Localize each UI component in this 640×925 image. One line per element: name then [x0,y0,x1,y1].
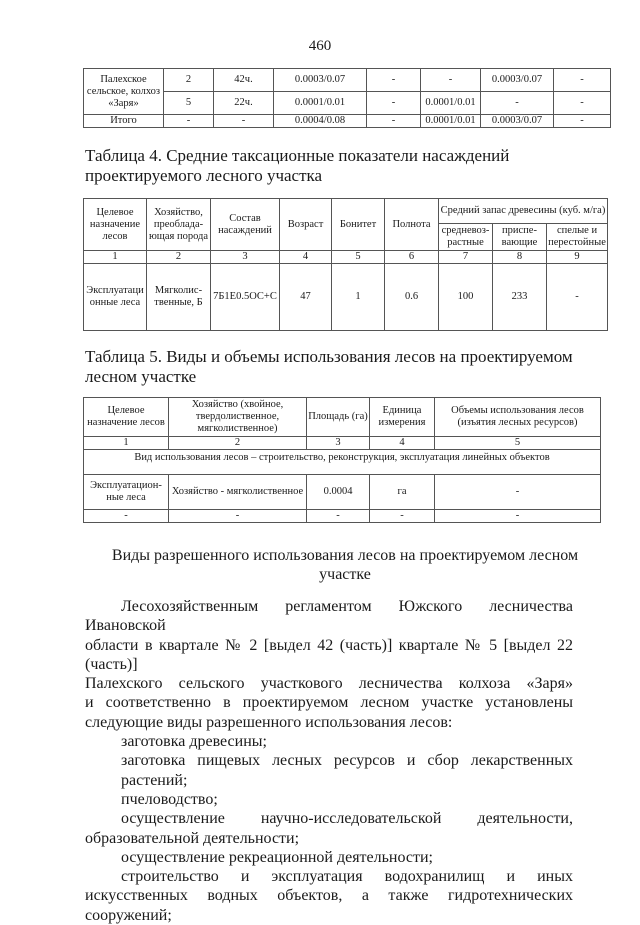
header-purpose: Целевое назначение лесов [84,398,169,437]
total-label: Итого [84,115,164,128]
column-number: 1 [84,251,147,264]
header-density: Полнота [385,199,439,251]
section-heading: Виды разрешенного использования лесов на проектируемом лесном участке [111,547,579,583]
header-purpose: Целевое назначение лесов [84,199,147,251]
table-row [84,264,608,331]
value-cell: - [367,69,421,92]
intro-line: Лесохозяйственным регламентом Южского лесничества Ивановской [85,598,573,635]
header-composition: Состав насаждений [211,199,280,251]
value-cell: - [554,115,611,128]
section-row-label: Вид использования лесов – строительство, реконструкция, эксплуатация линейных объектов [84,450,601,475]
header-farm: Хозяйство, преоблада-ющая порода [147,199,211,251]
intro-line: области в квартале № 2 [выдел 42 (часть)] квартале № 5 [выдел 22 (часть)] [85,636,573,673]
table-row [84,92,611,115]
age-cell: 47 [280,264,332,331]
column-number: 9 [547,251,608,264]
value-cell: - [421,69,481,92]
table4-caption: Таблица 4. Средние таксационные показатели насаждений проектируемого лесного участка [85,146,510,185]
header-volume: Объемы использования лесов (изъятия лесных ресурсов) [435,398,601,437]
header-area: Площадь (га) [307,398,370,437]
column-number: 3 [307,437,370,450]
quarter-cell: 5 [164,92,214,115]
column-number: 2 [147,251,211,264]
plot-cell: 22ч. [214,92,274,115]
header-farm: Хозяйство (хвойное, твердолиственное, мягколиственное) [169,398,307,437]
total-row [84,115,611,128]
owner-cell: Палехское сельское, колхоз «Заря» [84,69,164,115]
list-item: пчеловодство; [121,790,218,808]
table-row [84,69,611,92]
intro-line: и соответственно в проектируемом лесном участке установлены [85,694,573,712]
column-numbers-row [84,437,601,450]
header-unit: Единица измерения [370,398,435,437]
value-cell: - [169,510,307,523]
value-cell: - [554,92,611,115]
composition-cell: 7Б1Е0.5ОС+С [211,264,280,331]
value-cell: 0.0001/0.01 [421,92,481,115]
column-number: 4 [280,251,332,264]
previous-table-continuation [83,68,611,128]
table5 [83,397,601,523]
header-ripening: приспе-вающие [493,224,547,251]
column-number: 5 [332,251,385,264]
value-cell: 0.0003/0.07 [481,69,554,92]
value-cell: - [164,115,214,128]
unit-cell: га [370,475,435,510]
quarter-cell: 2 [164,69,214,92]
table-row [84,475,601,510]
purpose-cell: Эксплуатацион-ные леса [84,475,169,510]
value-cell: - [367,92,421,115]
intro-line: Палехского сельского участкового лесничества колхоза «Заря» [85,675,573,693]
farm-cell: Мягколис-твенные, Б [147,264,211,331]
mature-cell: - [547,264,608,331]
header-stock-group: Средний запас древесины (куб. м/га) [439,199,608,224]
area-cell: 0.0004 [307,475,370,510]
volume-cell: - [435,475,601,510]
column-number: 5 [435,437,601,450]
plot-cell: 42ч. [214,69,274,92]
ripening-cell: 233 [493,264,547,331]
value-cell: - [84,510,169,523]
density-cell: 0.6 [385,264,439,331]
column-number: 8 [493,251,547,264]
mid-age-cell: 100 [439,264,493,331]
value-cell: - [307,510,370,523]
list-item: осуществление научно-исследовательской деятельности, образовательной деятельности; [85,810,573,847]
header-mature: спелые и перестойные [547,224,608,251]
farm-cell: Хозяйство - мягколиственное [169,475,307,510]
bonitet-cell: 1 [332,264,385,331]
intro-line: следующие виды разрешенного использования лесов: [85,713,453,731]
value-cell: 0.0004/0.08 [274,115,367,128]
value-cell: - [367,115,421,128]
column-numbers-row [84,251,608,264]
purpose-cell: Эксплуатаци онные леса [84,264,147,331]
table4 [83,198,608,331]
value-cell: - [554,69,611,92]
column-number: 4 [370,437,435,450]
total-cell: 0.0001/0.01 [274,92,367,115]
value-cell: - [481,92,554,115]
column-number: 2 [169,437,307,450]
header-mid-age: средневоз-растные [439,224,493,251]
value-cell: - [214,115,274,128]
list-item: строительство и эксплуатация водохранилищ и иных искусственных водных объектов, а также гидротехнических сооружений; [85,868,573,924]
table-row [84,510,601,523]
value-cell: - [435,510,601,523]
section-row [84,450,601,475]
list-item: осуществление рекреационной деятельности; [121,848,433,866]
value-cell: - [370,510,435,523]
total-cell: 0.0003/0.07 [274,69,367,92]
column-number: 6 [385,251,439,264]
value-cell: 0.0003/0.07 [481,115,554,128]
page-number: 460 [308,38,332,54]
header-bonitet: Бонитет [332,199,385,251]
section-body [85,597,573,925]
list-item: заготовка древесины; [121,733,267,751]
column-number: 3 [211,251,280,264]
value-cell: 0.0001/0.01 [421,115,481,128]
column-number: 1 [84,437,169,450]
header-age: Возраст [280,199,332,251]
list-item: заготовка пищевых лесных ресурсов и сбор лекарственных растений; [121,752,573,789]
column-number: 7 [439,251,493,264]
table5-caption: Таблица 5. Виды и объемы использования лесов на проектируемом лесном участке [85,347,573,386]
